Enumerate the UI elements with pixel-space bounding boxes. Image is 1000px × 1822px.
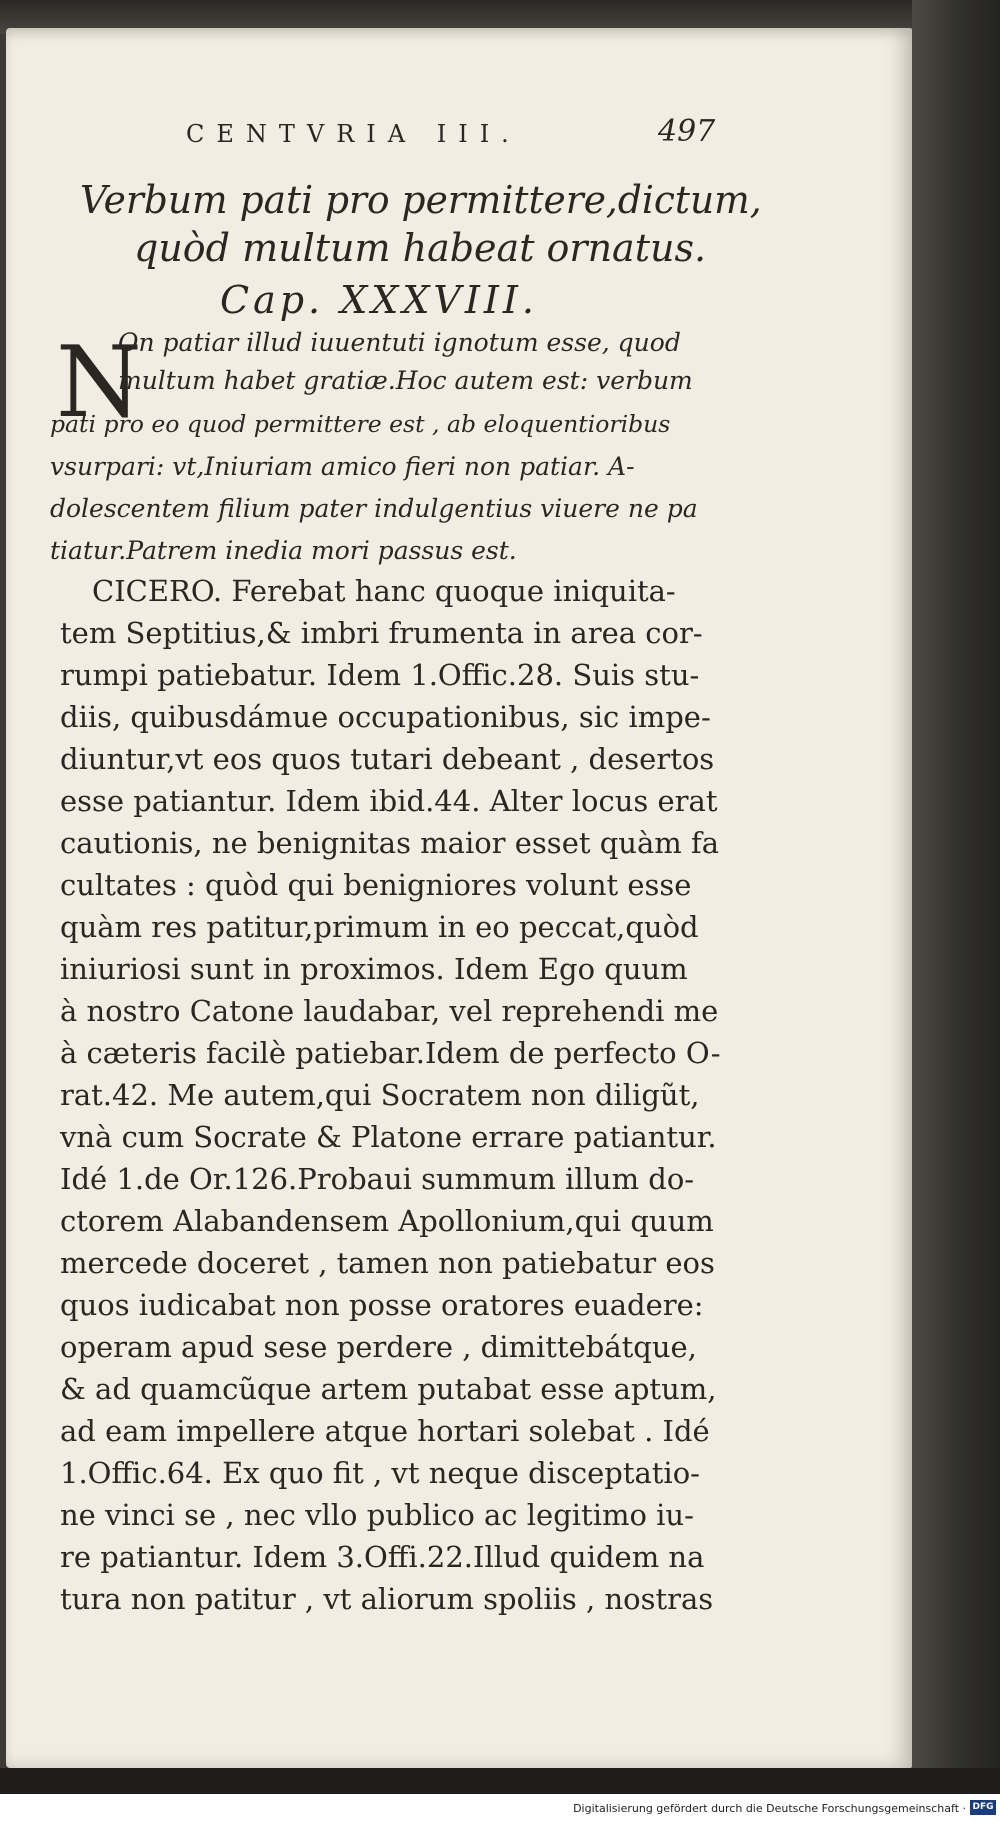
book-page bbox=[6, 28, 912, 1768]
body-line: quàm res patitur,primum in eo peccat,quòd bbox=[60, 910, 699, 944]
scan-right-background bbox=[912, 0, 1000, 1822]
scan-bottom-background bbox=[0, 1768, 1000, 1794]
chapter-number: Cap. XXXVIII. bbox=[220, 278, 538, 322]
body-line: rumpi patiebatur. Idem 1.Offic.28. Suis stu- bbox=[60, 658, 700, 692]
summary-line: tiatur.Patrem inedia mori passus est. bbox=[50, 536, 517, 565]
body-line: ne vinci se , nec vllo publico ac legitimo iu- bbox=[60, 1498, 694, 1532]
body-line: cautionis, ne benignitas maior esset quàm fa bbox=[60, 826, 719, 860]
footer-bar bbox=[0, 1794, 1000, 1822]
chapter-title-line: quòd multum habeat ornatus. bbox=[134, 226, 707, 270]
body-line: tem Septitius,& imbri frumenta in area cor- bbox=[60, 616, 703, 650]
drop-cap: N bbox=[56, 326, 142, 440]
body-line: esse patiantur. Idem ibid.44. Alter locus erat bbox=[60, 784, 718, 818]
body-line: & ad quamcũque artem putabat esse aptum, bbox=[60, 1372, 717, 1406]
body-line: à cæteris facilè patiebar.Idem de perfecto O- bbox=[60, 1036, 721, 1070]
summary-line: multum habet gratiæ.Hoc autem est: verbum bbox=[118, 366, 693, 395]
body-line: mercede doceret , tamen non patiebatur eos bbox=[60, 1246, 715, 1280]
summary-line: On patiar illud iuuentuti ignotum esse, quod bbox=[118, 328, 681, 357]
body-line: iniuriosi sunt in proximos. Idem Ego quum bbox=[60, 952, 688, 986]
body-line: ad eam impellere atque hortari solebat . Idé bbox=[60, 1414, 710, 1448]
body-line: à nostro Catone laudabar, vel reprehendi me bbox=[60, 994, 719, 1028]
body-line: cultates : quòd qui benigniores volunt esse bbox=[60, 868, 692, 902]
body-line: operam apud sese perdere , dimittebátque, bbox=[60, 1330, 697, 1364]
running-head: CENTVRIA III. bbox=[186, 120, 521, 148]
body-line: quos iudicabat non posse oratores euadere: bbox=[60, 1288, 704, 1322]
dfg-logo: DFG bbox=[970, 1800, 996, 1815]
body-line: vnà cum Socrate & Platone errare patiantur. bbox=[60, 1120, 717, 1154]
body-line: re patiantur. Idem 3.Offi.22.Illud quidem na bbox=[60, 1540, 705, 1574]
body-line: tura non patitur , vt aliorum spoliis , nostras bbox=[60, 1582, 714, 1616]
body-line: ctorem Alabandensem Apollonium,qui quum bbox=[60, 1204, 714, 1238]
summary-line: vsurpari: vt,Iniuriam amico fieri non patiar. A- bbox=[50, 452, 635, 481]
body-line: Idé 1.de Or.126.Probaui summum illum do- bbox=[60, 1162, 695, 1196]
summary-line: dolescentem filium pater indulgentius viuere ne pa bbox=[50, 494, 698, 523]
body-line: diis, quibusdámue occupationibus, sic impe- bbox=[60, 700, 711, 734]
body-line: diuntur,vt eos quos tutari debeant , desertos bbox=[60, 742, 715, 776]
body-line: CICERO. Ferebat hanc quoque iniquita- bbox=[92, 574, 676, 608]
chapter-title-line: Verbum pati pro permittere,dictum, bbox=[80, 178, 762, 222]
page-number: 497 bbox=[658, 114, 716, 149]
footer-credit: Digitalisierung gefördert durch die Deutsche Forschungsgemeinschaft · bbox=[573, 1802, 966, 1815]
summary-line: pati pro eo quod permittere est , ab eloquentioribus bbox=[50, 410, 671, 438]
body-line: rat.42. Me autem,qui Socratem non diligũt, bbox=[60, 1078, 700, 1112]
body-line: 1.Offic.64. Ex quo fit , vt neque disceptatio- bbox=[60, 1456, 700, 1490]
